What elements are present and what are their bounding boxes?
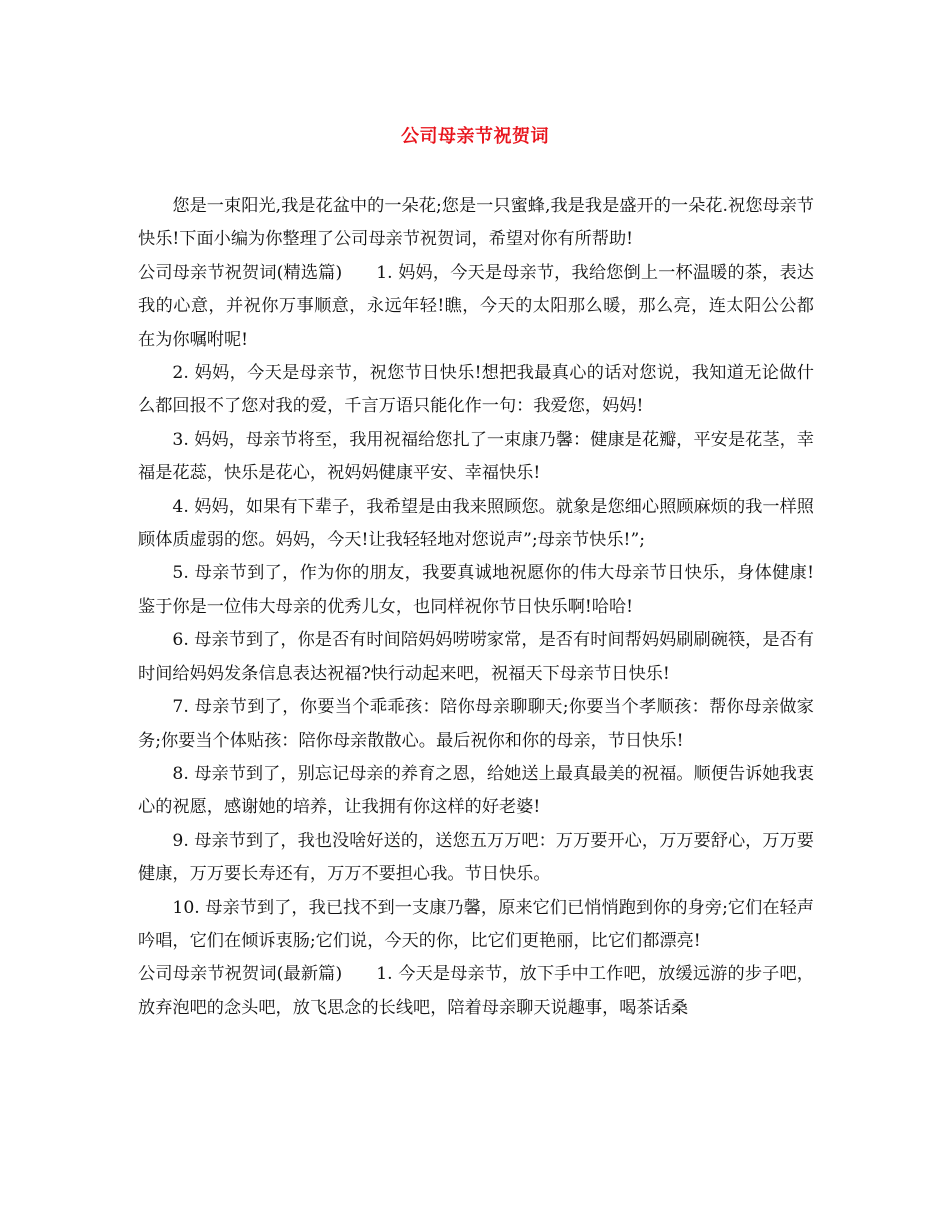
list-item: 3. 妈妈，母亲节将至，我用祝福给您扎了一束康乃馨：健康是花瓣，平安是花茎，幸福是花蕊，快乐是花心，祝妈妈健康平安、幸福快乐! bbox=[138, 429, 814, 484]
document-title: 公司母亲节祝贺词 bbox=[401, 126, 549, 147]
list-item: 6. 母亲节到了，你是否有时间陪妈妈唠唠家常，是否有时间帮妈妈刷刷碗筷，是否有时间给妈妈发条信息表达祝福?快行动起来吧，祝福天下母亲节日快乐! bbox=[138, 630, 814, 684]
list-item: 7. 母亲节到了，你要当个乖乖孩：陪你母亲聊聊天;你要当个孝顺孩：帮你母亲做家务;你要当个体贴孩：陪你母亲散散心。最后祝你和你的母亲，节日快乐! bbox=[138, 697, 814, 751]
intro-paragraph: 您是一束阳光,我是花盆中的一朵花;您是一只蜜蜂,我是我是盛开的一朵花.祝您母亲节快乐!下面小编为你整理了公司母亲节祝贺词，希望对你有所帮助! bbox=[138, 196, 814, 250]
section-1-heading: 公司母亲节祝贺词(精选篇) bbox=[138, 262, 343, 283]
section-1-item-1: 1. 妈妈，今天是母亲节，我给您倒上一杯温暖的茶，表达我的心意，并祝你万事顺意，永远年轻!瞧，今天的太阳那么暖，那么亮，连太阳公公都在为你嘱咐呢! bbox=[138, 262, 814, 350]
list-item: 4. 妈妈，如果有下辈子，我希望是由我来照顾您。就象是您细心照顾麻烦的我一样照顾体质虚弱的您。妈妈，今天!让我轻轻地对您说声”;母亲节快乐!”; bbox=[138, 496, 814, 551]
list-item: 9. 母亲节到了，我也没啥好送的，送您五万万吧：万万要开心，万万要舒心，万万要健康，万万要长寿还有，万万不要担心我。节日快乐。 bbox=[138, 830, 814, 885]
section-2-item-1: 1. 今天是母亲节，放下手中工作吧，放缓远游的步子吧，放弃泡吧的念头吧，放飞思念的长线吧，陪着母亲聊天说趣事，喝茶话桑 bbox=[138, 964, 814, 1018]
list-item: 5. 母亲节到了，作为你的朋友，我要真诚地祝愿你的伟大母亲节日快乐，身体健康!鉴于你是一位伟大母亲的优秀儿女，也同样祝你节日快乐啊!哈哈! bbox=[138, 563, 814, 617]
list-item: 2. 妈妈，今天是母亲节，祝您节日快乐!想把我最真心的话对您说，我知道无论做什么都回报不了您对我的爱，千言万语只能化作一句：我爱您，妈妈! bbox=[138, 363, 814, 417]
list-item: 8. 母亲节到了，别忘记母亲的养育之恩，给她送上最真最美的祝福。顺便告诉她我衷心的祝愿，感谢她的培养，让我拥有你这样的好老婆! bbox=[138, 763, 814, 818]
section-2-paragraph bbox=[138, 958, 814, 1025]
section-1-paragraph bbox=[138, 257, 814, 357]
list-item: 10. 母亲节到了，我已找不到一支康乃馨，原来它们已悄悄跑到你的身旁;它们在轻声吟唱，它们在倾诉衷肠;它们说，今天的你，比它们更艳丽，比它们都漂亮! bbox=[138, 897, 814, 951]
section-2-heading: 公司母亲节祝贺词(最新篇) bbox=[138, 964, 343, 985]
document-body bbox=[138, 190, 814, 1025]
